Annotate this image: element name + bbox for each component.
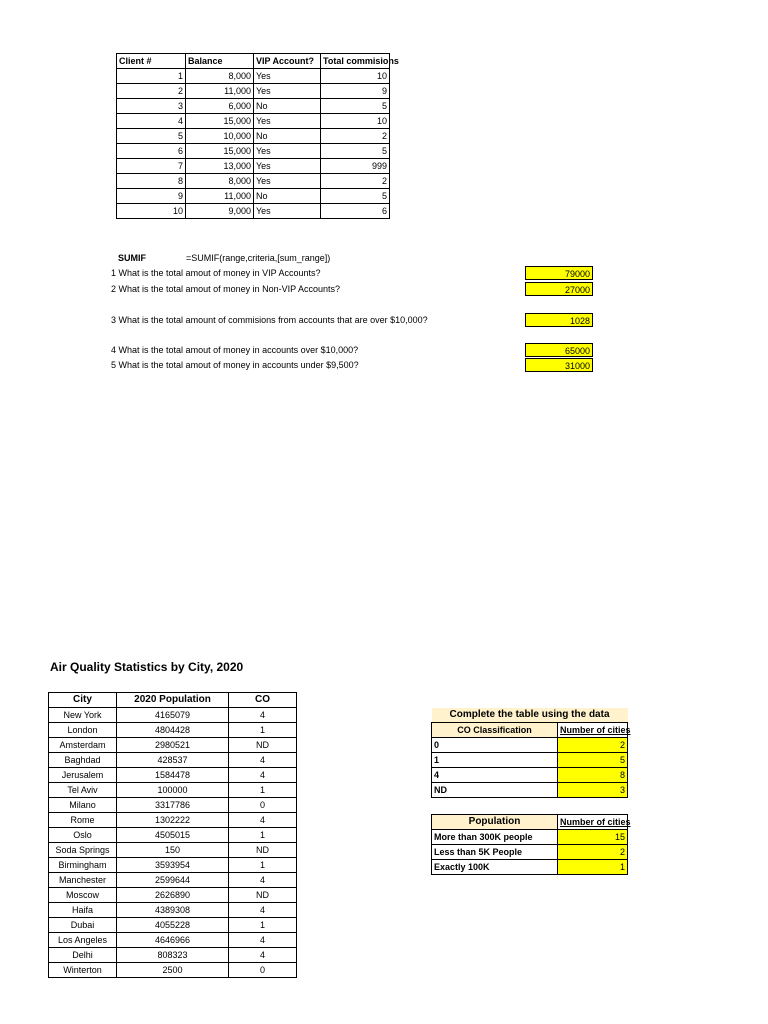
population-summary-table xyxy=(431,814,631,875)
population-cell[interactable]: 3593954 xyxy=(117,858,229,873)
city-row xyxy=(49,948,297,963)
co-cell[interactable]: 1 xyxy=(229,918,297,933)
vip-cell[interactable]: Yes xyxy=(254,84,321,99)
commission-cell[interactable]: 2 xyxy=(321,129,390,144)
co-summary-value-cell[interactable]: 5 xyxy=(558,753,628,768)
population-cell[interactable]: 4165079 xyxy=(117,708,229,723)
client-row xyxy=(117,159,390,174)
city-cell[interactable]: Manchester xyxy=(49,873,117,888)
city-cell[interactable]: Moscow xyxy=(49,888,117,903)
question-text: What is the total amout of money in Non-VIP Accounts? xyxy=(118,284,340,294)
commission-cell[interactable]: 9 xyxy=(321,84,390,99)
client-row xyxy=(117,129,390,144)
balance-cell[interactable]: 11,000 xyxy=(186,84,254,99)
balance-cell[interactable]: 8,000 xyxy=(186,174,254,189)
answer-cell-4[interactable]: 65000 xyxy=(525,343,593,357)
co-summary-label-cell[interactable]: 4 xyxy=(432,768,558,783)
city-cell[interactable]: Los Angeles xyxy=(49,933,117,948)
city-row xyxy=(49,918,297,933)
client-header-row xyxy=(117,54,390,69)
question-number: 5 xyxy=(111,360,117,370)
vip-cell[interactable]: Yes xyxy=(254,144,321,159)
col-header-client[interactable]: Client # xyxy=(117,54,186,69)
population-summary-row xyxy=(432,860,628,875)
city-cell[interactable]: London xyxy=(49,723,117,738)
city-cell[interactable]: Milano xyxy=(49,798,117,813)
city-row xyxy=(49,753,297,768)
city-cell[interactable]: Haifa xyxy=(49,903,117,918)
co-cell[interactable]: 4 xyxy=(229,768,297,783)
vip-cell[interactable]: Yes xyxy=(254,69,321,84)
co-classification-header[interactable]: CO Classification xyxy=(432,723,558,738)
client-table xyxy=(116,53,399,219)
city-row xyxy=(49,798,297,813)
city-row xyxy=(49,768,297,783)
vip-cell[interactable]: Yes xyxy=(254,204,321,219)
co-cell[interactable]: 4 xyxy=(229,873,297,888)
client-number-cell[interactable]: 2 xyxy=(117,84,186,99)
commission-cell[interactable]: 999 xyxy=(321,159,390,174)
balance-cell[interactable]: 15,000 xyxy=(186,144,254,159)
population-summary-label-cell[interactable]: More than 300K people xyxy=(432,830,558,845)
co-cell[interactable]: ND xyxy=(229,738,297,753)
commission-cell[interactable]: 2 xyxy=(321,174,390,189)
population-cell[interactable]: 3317786 xyxy=(117,798,229,813)
city-row xyxy=(49,723,297,738)
air-quality-title: Air Quality Statistics by City, 2020 xyxy=(50,660,244,674)
commission-cell[interactable]: 10 xyxy=(321,114,390,129)
city-row xyxy=(49,873,297,888)
city-row xyxy=(49,888,297,903)
client-number-cell[interactable]: 6 xyxy=(117,144,186,159)
population-cell[interactable]: 2626890 xyxy=(117,888,229,903)
city-cell[interactable]: Baghdad xyxy=(49,753,117,768)
client-number-cell[interactable]: 4 xyxy=(117,114,186,129)
col-header-commissions[interactable]: Total commisions xyxy=(321,54,390,69)
co-cell[interactable]: 1 xyxy=(229,828,297,843)
population-cell[interactable]: 2500 xyxy=(117,963,229,978)
city-row xyxy=(49,708,297,723)
city-cell[interactable]: Tel Aviv xyxy=(49,783,117,798)
population-cell[interactable]: 100000 xyxy=(117,783,229,798)
city-row xyxy=(49,858,297,873)
population-cell[interactable]: 4505015 xyxy=(117,828,229,843)
co-cell[interactable]: 4 xyxy=(229,933,297,948)
co-cell[interactable]: 4 xyxy=(229,948,297,963)
population-summary-label-cell[interactable]: Less than 5K People xyxy=(432,845,558,860)
co-cell[interactable]: 1 xyxy=(229,858,297,873)
question-2 xyxy=(111,282,340,296)
co-summary-label-cell[interactable]: 1 xyxy=(432,753,558,768)
population-summary-value-cell[interactable]: 1 xyxy=(558,860,628,875)
population-cell[interactable]: 4646966 xyxy=(117,933,229,948)
client-row xyxy=(117,189,390,204)
question-1 xyxy=(111,266,320,280)
vip-cell[interactable]: Yes xyxy=(254,114,321,129)
co-summary-value-cell[interactable]: 8 xyxy=(558,768,628,783)
co-summary-value-cell[interactable]: 2 xyxy=(558,738,628,753)
population-cell[interactable]: 4389308 xyxy=(117,903,229,918)
vip-cell[interactable]: No xyxy=(254,189,321,204)
co-summary-title-row xyxy=(432,708,628,723)
client-row xyxy=(117,204,390,219)
co-cell[interactable]: 4 xyxy=(229,813,297,828)
question-text: What is the total amount of commisions from accounts that are over $10,000? xyxy=(118,315,428,325)
sumif-label: SUMIF xyxy=(118,253,146,263)
population-cell[interactable]: 2599644 xyxy=(117,873,229,888)
client-row xyxy=(117,114,390,129)
population-summary-row xyxy=(432,830,628,845)
city-row xyxy=(49,933,297,948)
client-number-cell[interactable]: 7 xyxy=(117,159,186,174)
co-cell[interactable]: ND xyxy=(229,843,297,858)
city-cell[interactable]: Amsterdam xyxy=(49,738,117,753)
population-cell[interactable]: 2980521 xyxy=(117,738,229,753)
city-row xyxy=(49,738,297,753)
co-summary-row xyxy=(432,738,628,753)
city-row xyxy=(49,963,297,978)
sumif-formula: =SUMIF(range,criteria,[sum_range]) xyxy=(186,253,331,263)
city-cell[interactable]: Rome xyxy=(49,813,117,828)
balance-cell[interactable]: 8,000 xyxy=(186,69,254,84)
question-number: 2 xyxy=(111,284,117,294)
answer-cell-1[interactable]: 79000 xyxy=(525,266,593,280)
co-cell[interactable]: ND xyxy=(229,888,297,903)
balance-cell[interactable]: 6,000 xyxy=(186,99,254,114)
client-row xyxy=(117,99,390,114)
client-number-cell[interactable]: 5 xyxy=(117,129,186,144)
population-summary-value-cell[interactable]: 15 xyxy=(558,830,628,845)
city-cell[interactable]: Birmingham xyxy=(49,858,117,873)
commission-cell[interactable]: 6 xyxy=(321,204,390,219)
co-summary-value-cell[interactable]: 3 xyxy=(558,783,628,798)
co-summary-row xyxy=(432,768,628,783)
population-count-header[interactable]: Number of cities xyxy=(558,815,628,830)
col-header-population[interactable]: 2020 Population xyxy=(117,693,229,708)
population-cell[interactable]: 808323 xyxy=(117,948,229,963)
city-cell[interactable]: Winterton xyxy=(49,963,117,978)
client-number-cell[interactable]: 9 xyxy=(117,189,186,204)
answer-cell-5[interactable]: 31000 xyxy=(525,358,593,372)
question-4 xyxy=(111,343,358,357)
co-summary-table xyxy=(431,708,631,798)
city-row xyxy=(49,843,297,858)
co-summary-row xyxy=(432,753,628,768)
city-cell[interactable]: Jerusalem xyxy=(49,768,117,783)
commission-cell[interactable]: 10 xyxy=(321,69,390,84)
city-cell[interactable]: Delhi xyxy=(49,948,117,963)
commission-cell[interactable]: 5 xyxy=(321,144,390,159)
answer-cell-2[interactable]: 27000 xyxy=(525,282,593,296)
commission-cell[interactable]: 5 xyxy=(321,189,390,204)
client-row xyxy=(117,84,390,99)
population-summary-label-cell[interactable]: Exactly 100K xyxy=(432,860,558,875)
col-header-city[interactable]: City xyxy=(49,693,117,708)
city-cell[interactable]: Dubai xyxy=(49,918,117,933)
vip-cell[interactable]: No xyxy=(254,129,321,144)
vip-cell[interactable]: Yes xyxy=(254,159,321,174)
question-text: What is the total amout of money in accounts under $9,500? xyxy=(118,360,359,370)
city-row xyxy=(49,828,297,843)
population-cell[interactable]: 428537 xyxy=(117,753,229,768)
city-cell[interactable]: New York xyxy=(49,708,117,723)
client-row xyxy=(117,69,390,84)
city-row xyxy=(49,783,297,798)
client-number-cell[interactable]: 10 xyxy=(117,204,186,219)
question-number: 3 xyxy=(111,315,117,325)
population-cell[interactable]: 150 xyxy=(117,843,229,858)
question-5 xyxy=(111,358,359,372)
co-cell[interactable]: 0 xyxy=(229,963,297,978)
client-number-cell[interactable]: 8 xyxy=(117,174,186,189)
question-text: What is the total amout of money in VIP Accounts? xyxy=(118,268,321,278)
balance-cell[interactable]: 9,000 xyxy=(186,204,254,219)
population-header[interactable]: Population xyxy=(432,815,558,830)
col-header-co[interactable]: CO xyxy=(229,693,297,708)
air-quality-table xyxy=(48,692,297,978)
col-header-vip[interactable]: VIP Account? xyxy=(254,54,321,69)
co-cell[interactable]: 4 xyxy=(229,753,297,768)
col-header-balance[interactable]: Balance xyxy=(186,54,254,69)
city-cell[interactable]: Soda Springs xyxy=(49,843,117,858)
commission-cell[interactable]: 5 xyxy=(321,99,390,114)
co-summary-row xyxy=(432,783,628,798)
question-number: 1 xyxy=(111,268,117,278)
question-3 xyxy=(111,313,428,327)
question-number: 4 xyxy=(111,345,117,355)
client-row xyxy=(117,144,390,159)
population-summary-header-row xyxy=(432,815,628,830)
client-number-cell[interactable]: 1 xyxy=(117,69,186,84)
answer-cell-3[interactable]: 1028 xyxy=(525,313,593,327)
question-text: What is the total amout of money in accounts over $10,000? xyxy=(118,345,359,355)
balance-cell[interactable]: 15,000 xyxy=(186,114,254,129)
aq-header-row xyxy=(49,693,297,708)
co-cell[interactable]: 1 xyxy=(229,783,297,798)
vip-cell[interactable]: No xyxy=(254,99,321,114)
population-summary-row xyxy=(432,845,628,860)
population-cell[interactable]: 4055228 xyxy=(117,918,229,933)
co-cell[interactable]: 0 xyxy=(229,798,297,813)
city-row xyxy=(49,903,297,918)
vip-cell[interactable]: Yes xyxy=(254,174,321,189)
city-cell[interactable]: Oslo xyxy=(49,828,117,843)
client-row xyxy=(117,174,390,189)
population-cell[interactable]: 4804428 xyxy=(117,723,229,738)
balance-cell[interactable]: 13,000 xyxy=(186,159,254,174)
co-cell[interactable]: 4 xyxy=(229,903,297,918)
client-number-cell[interactable]: 3 xyxy=(117,99,186,114)
co-summary-header-row xyxy=(432,723,628,738)
co-cell[interactable]: 1 xyxy=(229,723,297,738)
co-summary-label-cell[interactable]: ND xyxy=(432,783,558,798)
population-summary-value-cell[interactable]: 2 xyxy=(558,845,628,860)
co-count-header[interactable]: Number of cities xyxy=(558,723,628,738)
co-summary-label-cell[interactable]: 0 xyxy=(432,738,558,753)
population-cell[interactable]: 1302222 xyxy=(117,813,229,828)
balance-cell[interactable]: 11,000 xyxy=(186,189,254,204)
population-cell[interactable]: 1584478 xyxy=(117,768,229,783)
co-cell[interactable]: 4 xyxy=(229,708,297,723)
balance-cell[interactable]: 10,000 xyxy=(186,129,254,144)
city-row xyxy=(49,813,297,828)
co-summary-title: Complete the table using the data xyxy=(432,708,628,723)
